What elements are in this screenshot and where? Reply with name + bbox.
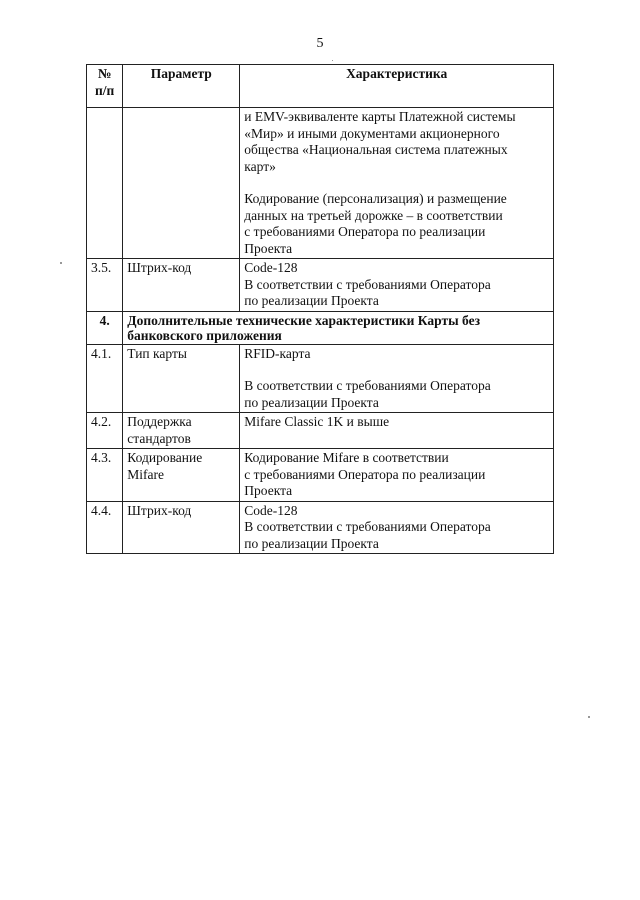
table-header-row	[87, 65, 554, 108]
row-param: Кодирование Mifare	[123, 449, 240, 502]
scan-speck	[60, 262, 62, 264]
row-characteristic	[240, 501, 554, 554]
row-param: Тип карты	[123, 344, 240, 413]
table-row-4-2	[87, 413, 554, 449]
row-char-text: В соответствии с требованиями Оператора по реализации Проекта	[244, 276, 491, 308]
page-number: 5	[316, 36, 324, 51]
continued-text-a: и EMV-эквиваленте карты Платежной системы «Мир» и иными документами акционерного общества «Национальная система платежных карт»	[244, 109, 516, 174]
row-characteristic: Кодирование Mifare в соответствии с требованиями Оператора по реализации Проекта	[240, 449, 554, 502]
header-characteristic: Характеристика	[240, 65, 554, 108]
row-num: 4.1.	[87, 344, 123, 413]
continued-param-cell	[123, 108, 240, 259]
table-row-4-4	[87, 501, 554, 554]
row-characteristic	[240, 344, 554, 413]
row-characteristic: Mifare Classic 1K и выше	[240, 413, 554, 449]
scan-speck	[332, 60, 333, 61]
row-char-text: В соответствии с требованиями Оператора по реализации Проекта	[244, 378, 491, 410]
table-row-continued	[87, 108, 554, 259]
table-row-3-5	[87, 259, 554, 312]
row-num: 4.4.	[87, 501, 123, 554]
section-num: 4.	[87, 311, 123, 344]
section-row-4	[87, 311, 554, 344]
row-num: 4.2.	[87, 413, 123, 449]
row-char-type: RFID-карта	[244, 345, 311, 361]
continued-char-cell	[240, 108, 554, 259]
scan-speck	[588, 716, 590, 718]
row-num: 4.3.	[87, 449, 123, 502]
row-param: Штрих-код	[123, 259, 240, 312]
table-row-4-3	[87, 449, 554, 502]
table-row-4-1	[87, 344, 554, 413]
continued-num-cell	[87, 108, 123, 259]
header-num: № п/п	[87, 65, 123, 108]
section-title: Дополнительные технические характеристики Карты без банковского приложения	[123, 311, 554, 344]
row-char-code: Code-128	[244, 502, 298, 518]
spec-table	[86, 64, 554, 554]
header-param: Параметр	[123, 65, 240, 108]
row-param: Поддержка стандартов	[123, 413, 240, 449]
row-char-code: Code-128	[244, 260, 298, 275]
row-param: Штрих-код	[123, 501, 240, 554]
continued-text-b: Кодирование (персонализация) и размещение данных на третьей дорожке – в соответствии с требованиями Оператора по реализации Проекта	[244, 191, 507, 256]
row-characteristic	[240, 259, 554, 312]
row-char-text: В соответствии с требованиями Оператора по реализации Проекта	[244, 519, 491, 551]
row-num: 3.5.	[87, 259, 123, 312]
